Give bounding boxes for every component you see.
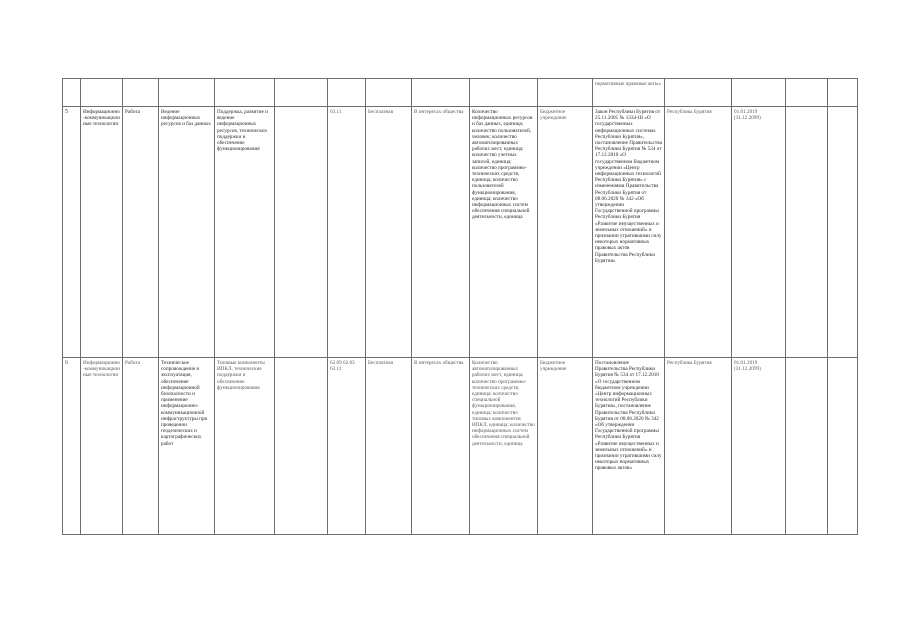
cell-number: 5 [63,107,81,358]
cell-empty [63,79,81,107]
table-row [63,107,858,358]
cell-empty [538,79,593,107]
cell-activity-name: Информационно-коммуникационные технологии [81,358,123,535]
cell-empty [786,107,828,358]
cell-conditions: Поддержка, развитие и ведение информационных ресурсов, технических поддержки и обеспечение функционирования [215,107,275,358]
cell-region: Республика Бурятия [665,107,732,358]
cell-payment: Бесплатная [366,107,412,358]
cell-empty [786,358,828,535]
cell-type: Работа [123,107,159,358]
cell-okved-code: 03.11 [328,107,366,358]
table-row [63,358,858,535]
cell-empty [828,107,858,358]
cell-empty [215,79,275,107]
cell-empty [81,79,123,107]
cell-consumer: В интересах общества [412,358,470,535]
cell-empty [470,79,538,107]
cell-type: Работа [123,358,159,535]
cell-dates: 01.01.2019 (31.12.2099) [732,358,786,535]
cell-institution-type: Бюджетное учреждение [538,358,593,535]
cell-empty [328,79,366,107]
cell-consumer: В интересах общества [412,107,470,358]
cell-empty [275,79,328,107]
cell-empty [412,79,470,107]
cell-empty [275,358,328,535]
cell-region: Республика Бурятия [665,358,732,535]
cell-empty [786,79,828,107]
cell-empty [665,79,732,107]
cell-regulatory-acts: Закон Республики Бурятия от 25.11.2005 № 1334-III «О государственных информационных системах Республики Бурятия», постановление Правительства Республики Бурятия № 534 от 17.12.2010 «О государственном бюджетном учреждении «Центр информационных технологий Республики Бурятия» с изменениями Правительства Республики Бурятия от 08.06.2020 № 342 «Об утверждении Государственной программы Республики Бурятия «Развитие имущественных и земельных отношений» и признании утратившими силу некоторых нормативных правовых актов Правительства Республики Бурятия» [593,107,665,358]
cell-empty [732,79,786,107]
cell-empty [366,79,412,107]
cell-regulatory-acts: Постановление Правительства Республики Бурятия № 534 от 17.12.2010 «О государственном бюджетном учреждении «Центр информационных технологий Республики Бурятия», постановление Правительства Республики Бурятия от 08.06.2020 № 342 «Об утверждении Государственной программы Республики Бурятия «Развитие имущественных и земельных отношений» и признании утратившими силу некоторых нормативных правовых актов» [593,358,665,535]
cell-activity-name: Информационно-коммуникационные технологии [81,107,123,358]
cell-okved-code: 62.09 62.03 63.11 [328,358,366,535]
cell-content: Техническое сопровождение и эксплуатация, обеспечение информационной безопасности и применение информационно-коммуникационной инфраструктуры при проведении геодезических и картографических работ [159,358,215,535]
cell-empty [123,79,159,107]
cell-dates: 01.01.2019 (31.12.2099) [732,107,786,358]
table-row-header-continuation [63,79,858,107]
registry-page [62,78,857,535]
cell-regulatory-acts: нормативные правовые акты» [593,79,665,107]
cell-indicators: Количество информационных ресурсов и баз данных, единица; количество пользователей, человек; количество автоматизированных рабочих мест, единица; количество учетных записей, единица; количество программно-технических средств, единица; количество пользователей функционирования, единица; количество информационных систем обеспечения специальной деятельности, единица [470,107,538,358]
cell-conditions: Типовые компоненты ИПКЛ, технические поддержки и обеспечение функционирования [215,358,275,535]
cell-empty [828,358,858,535]
cell-empty [275,107,328,358]
cell-payment: Бесплатная [366,358,412,535]
cell-indicators: Количество автоматизированных рабочих мест, единица; количество программно-технических средств, единица; количество специальной функционирования, единица; количество типовых компонентов ИПКЛ, единица; количество информационных систем обеспечения специальной деятельности, единица [470,358,538,535]
cell-content: Ведение информационных ресурсов и баз данных [159,107,215,358]
cell-institution-type: Бюджетное учреждение [538,107,593,358]
cell-empty [828,79,858,107]
registry-table [62,78,858,535]
cell-empty [159,79,215,107]
cell-number: 6 [63,358,81,535]
